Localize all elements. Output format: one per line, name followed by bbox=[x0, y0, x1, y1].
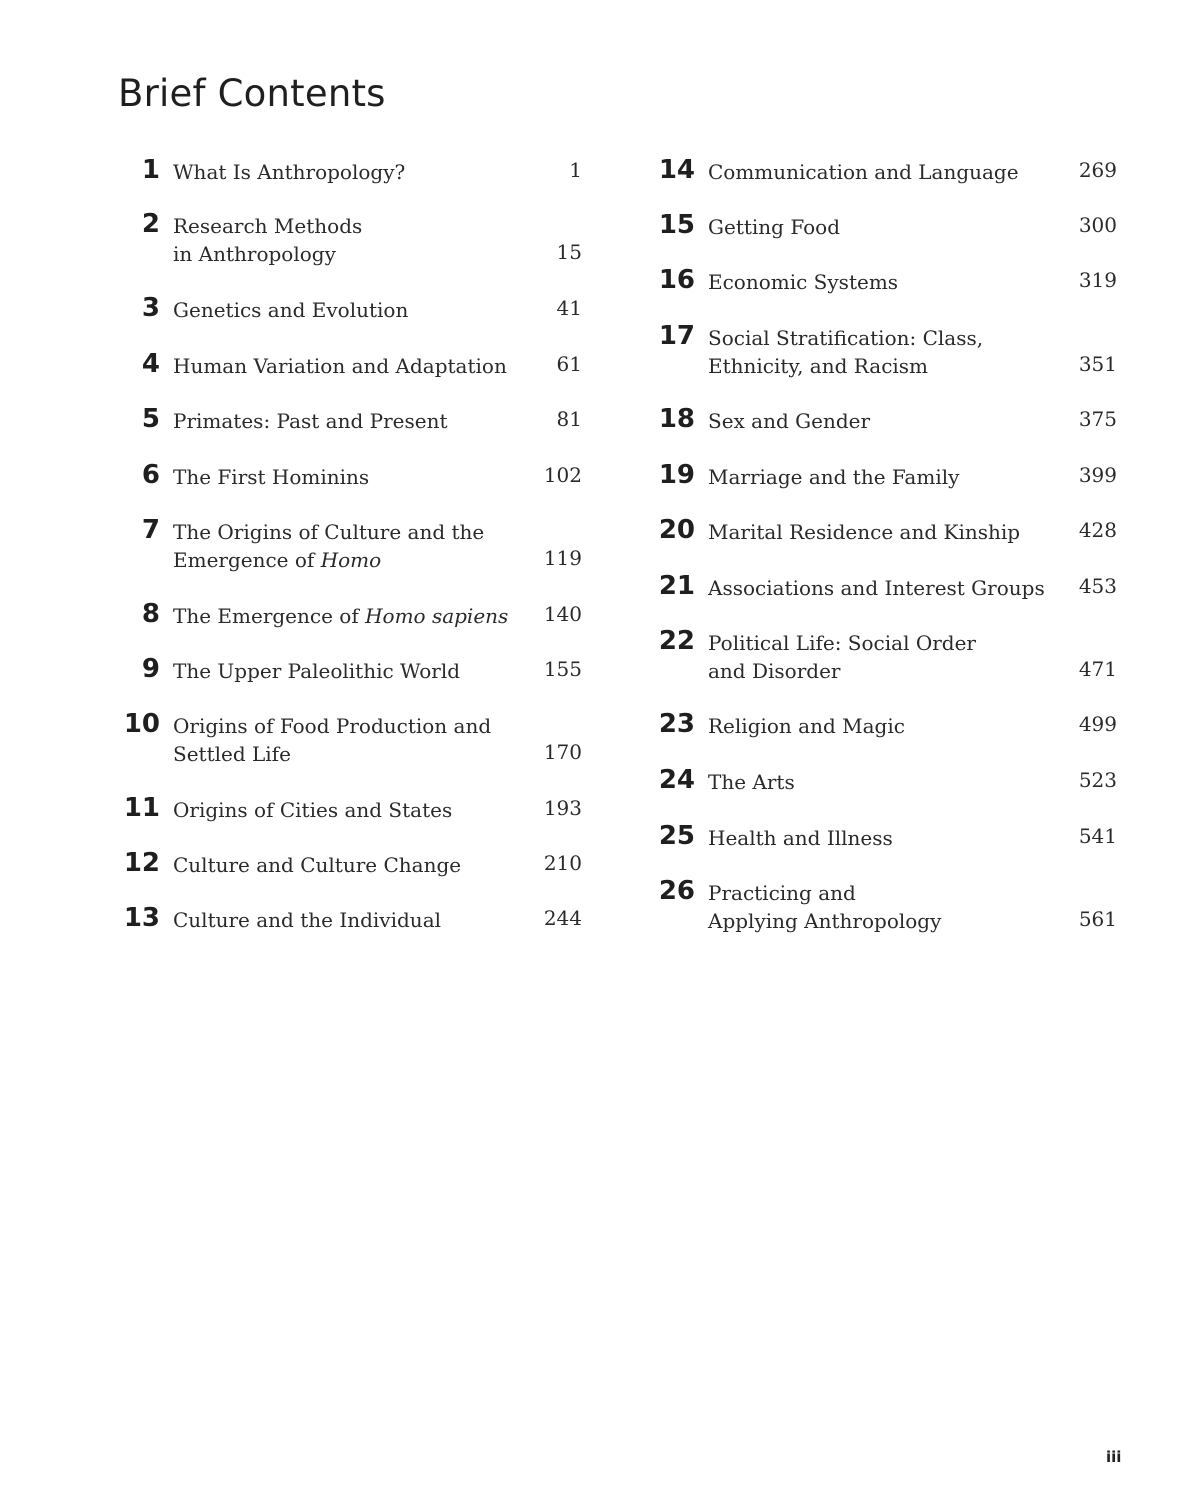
toc-entry-25[interactable] bbox=[655, 821, 1117, 881]
chapter-title: The Arts bbox=[708, 770, 795, 794]
chapter-title: Health and Illness bbox=[708, 826, 893, 850]
chapter-title: The First Hominins bbox=[173, 465, 370, 489]
toc-entry-17[interactable] bbox=[655, 321, 1117, 381]
chapter-title: Research Methods in Anthropology bbox=[173, 214, 363, 266]
toc-entry-16[interactable] bbox=[655, 265, 1117, 325]
toc-entry-5[interactable] bbox=[120, 404, 582, 464]
chapter-number: 5 bbox=[141, 404, 160, 434]
toc-entry-9[interactable] bbox=[120, 654, 582, 714]
toc-entry-2[interactable] bbox=[120, 209, 582, 269]
chapter-title: Getting Food bbox=[708, 215, 840, 239]
page-number: 453 bbox=[1078, 574, 1117, 598]
chapter-title: Economic Systems bbox=[708, 270, 899, 294]
chapter-number: 1 bbox=[141, 155, 160, 185]
toc-entry-10[interactable] bbox=[120, 709, 582, 769]
chapter-number: 17 bbox=[658, 321, 695, 351]
page-number: 541 bbox=[1078, 824, 1117, 848]
toc-entry-13[interactable] bbox=[120, 903, 582, 963]
chapter-title: The Origins of Culture and the Emergence of Homo bbox=[173, 520, 485, 572]
chapter-title: The Upper Paleolithic World bbox=[173, 659, 461, 683]
page-number: 15 bbox=[556, 240, 582, 264]
page-number: 351 bbox=[1078, 352, 1117, 376]
page-number: 269 bbox=[1078, 158, 1117, 182]
chapter-number: 2 bbox=[141, 209, 160, 239]
chapter-title: Origins of Cities and States bbox=[173, 798, 453, 822]
chapter-title: Social Stratification: Class, Ethnicity, and Racism bbox=[708, 326, 984, 378]
toc-entry-8[interactable] bbox=[120, 599, 582, 659]
toc-entry-24[interactable] bbox=[655, 765, 1117, 825]
toc-entry-14[interactable] bbox=[655, 155, 1117, 215]
page-number: 210 bbox=[543, 851, 582, 875]
toc-entry-18[interactable] bbox=[655, 404, 1117, 464]
toc-entry-22[interactable] bbox=[655, 626, 1117, 686]
chapter-title: Genetics and Evolution bbox=[173, 298, 409, 322]
chapter-number: 26 bbox=[658, 876, 695, 906]
page-number: 375 bbox=[1078, 407, 1117, 431]
chapter-number: 13 bbox=[123, 903, 160, 933]
page-number: 170 bbox=[543, 740, 582, 764]
chapter-title: Practicing and Applying Anthropology bbox=[708, 881, 942, 933]
page-number: 102 bbox=[543, 463, 582, 487]
chapter-number: 20 bbox=[658, 515, 695, 545]
page-number: 119 bbox=[543, 546, 582, 570]
chapter-title: Primates: Past and Present bbox=[173, 409, 448, 433]
chapter-number: 9 bbox=[141, 654, 160, 684]
page-number: 244 bbox=[543, 906, 582, 930]
page-number: 319 bbox=[1078, 268, 1117, 292]
chapter-title: Sex and Gender bbox=[708, 409, 871, 433]
chapter-title: Religion and Magic bbox=[708, 714, 905, 738]
chapter-number: 19 bbox=[658, 460, 695, 490]
chapter-number: 3 bbox=[141, 293, 160, 323]
chapter-number: 25 bbox=[658, 821, 695, 851]
chapter-title: Communication and Language bbox=[708, 160, 1019, 184]
toc-entry-19[interactable] bbox=[655, 460, 1117, 520]
page-number: 471 bbox=[1078, 657, 1117, 681]
chapter-number: 10 bbox=[123, 709, 160, 739]
page-number: 499 bbox=[1078, 712, 1117, 736]
chapter-number: 14 bbox=[658, 155, 695, 185]
toc-entry-1[interactable] bbox=[120, 155, 582, 215]
chapter-number: 4 bbox=[141, 349, 160, 379]
page-number: 399 bbox=[1078, 463, 1117, 487]
chapter-number: 24 bbox=[658, 765, 695, 795]
chapter-number: 16 bbox=[658, 265, 695, 295]
toc-entry-26[interactable] bbox=[655, 876, 1117, 936]
page-number: 300 bbox=[1078, 213, 1117, 237]
page-number: 1 bbox=[569, 158, 582, 182]
toc-entry-11[interactable] bbox=[120, 793, 582, 853]
toc-entry-21[interactable] bbox=[655, 571, 1117, 631]
chapter-title: Culture and the Individual bbox=[173, 908, 442, 932]
toc-entry-23[interactable] bbox=[655, 709, 1117, 769]
toc-entry-6[interactable] bbox=[120, 460, 582, 520]
page-number: 140 bbox=[543, 602, 582, 626]
page-number: 61 bbox=[556, 352, 582, 376]
chapter-title: Marital Residence and Kinship bbox=[708, 520, 1021, 544]
page-number: 193 bbox=[543, 796, 582, 820]
page-number: 523 bbox=[1078, 768, 1117, 792]
page-number: 81 bbox=[556, 407, 582, 431]
page-number: 155 bbox=[543, 657, 582, 681]
chapter-number: 15 bbox=[658, 210, 695, 240]
chapter-number: 8 bbox=[141, 599, 160, 629]
chapter-title: Origins of Food Production and Settled Life bbox=[173, 714, 492, 766]
chapter-number: 18 bbox=[658, 404, 695, 434]
toc-entry-7[interactable] bbox=[120, 515, 582, 575]
page-number: 561 bbox=[1078, 907, 1117, 931]
chapter-title: Political Life: Social Order and Disorder bbox=[708, 631, 976, 683]
chapter-title: What Is Anthropology? bbox=[173, 160, 406, 184]
chapter-number: 21 bbox=[658, 571, 695, 601]
folio-page-number: iii bbox=[1106, 1448, 1122, 1466]
toc-entry-4[interactable] bbox=[120, 349, 582, 409]
chapter-number: 22 bbox=[658, 626, 695, 656]
page-number: 41 bbox=[556, 296, 582, 320]
chapter-number: 23 bbox=[658, 709, 695, 739]
chapter-title: Associations and Interest Groups bbox=[708, 576, 1045, 600]
toc-entry-12[interactable] bbox=[120, 848, 582, 908]
chapter-title: The Emergence of Homo sapiens bbox=[173, 604, 509, 628]
toc-entry-3[interactable] bbox=[120, 293, 582, 353]
page-number: 428 bbox=[1078, 518, 1117, 542]
chapter-title: Human Variation and Adaptation bbox=[173, 354, 507, 378]
chapter-title: Marriage and the Family bbox=[708, 465, 960, 489]
toc-entry-15[interactable] bbox=[655, 210, 1117, 270]
chapter-title: Culture and Culture Change bbox=[173, 853, 462, 877]
chapter-number: 6 bbox=[141, 460, 160, 490]
page-title: Brief Contents bbox=[118, 72, 386, 115]
chapter-number: 12 bbox=[123, 848, 160, 878]
chapter-number: 7 bbox=[141, 515, 160, 545]
toc-entry-20[interactable] bbox=[655, 515, 1117, 575]
chapter-number: 11 bbox=[123, 793, 160, 823]
